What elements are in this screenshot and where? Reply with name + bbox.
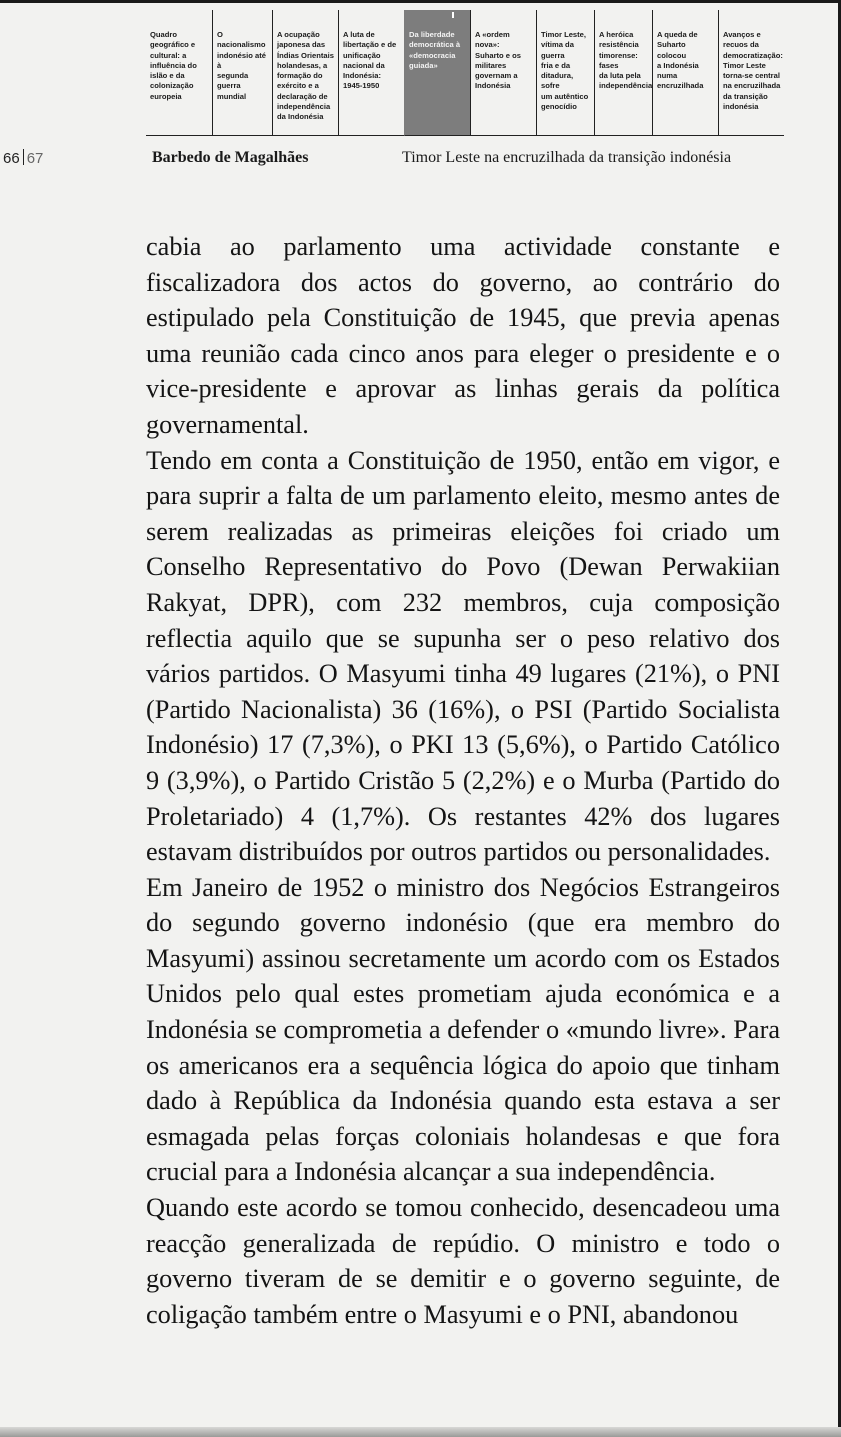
paragraph: cabia ao parlamento uma actividade constante e fiscalizadora dos actos do governo, ao contrário do estipulado pela Constituição de 1945, que previa apenas uma reunião cada cinco anos para eleger o presidente e o vice-presidente e aprovar as linhas gerais da política governamental. (146, 232, 780, 439)
chapter-tab-7[interactable]: Timor Leste, vítima da guerra fria e da ditadura, sofre um autêntico genocídio (536, 10, 594, 136)
paragraph: Em Janeiro de 1952 o ministro dos Negócios Estrangeiros do segundo governo indonésio (que era membro do Masyumi) assinou secretamente um acordo com os Estados Unidos pelo qual estes prometiam ajuda económica e a Indonésia se comprometia a defender o «mundo livre». Para os americanos era a sequência lógica do apoio que tinham dado à República da Indonésia quando esta estava a ser esmagada pelas forças coloniais holandesas e que fora crucial para a Indonésia alcançar a sua independência. (146, 872, 780, 1187)
chapter-tab-4[interactable]: A luta de libertação e de unificação nacional da Indonésia: 1945-1950 (338, 10, 404, 136)
running-header (0, 149, 841, 173)
paragraph: Quando este acordo se tomou conhecido, desencadeou uma reacção generalizada de repúdio. O ministro e todo o governo tiveram de se demitir e o governo seguinte, de coligação também entre o Masyumi e o PNI, abandonou (146, 1193, 780, 1329)
chapter-tab-6[interactable]: A «ordem nova»: Suharto e os militares governam a Indonésia (470, 10, 536, 136)
page-numbers (3, 149, 43, 167)
page-bottom-edge (0, 1427, 841, 1437)
paragraph: Tendo em conta a Constituição de 1950, então em vigor, e para suprir a falta de um parlamento eleito, mesmo antes de serem realizadas as primeiras eleições foi criado um Conselho Representativo do Povo (Dewan Perwakiian Rakyat, DPR), com 232 membros, cuja composição reflectia aquilo que se supunha ser o peso relativo dos vários partidos. O Masyumi tinha 49 lugares (21%), o PNI (Partido Nacionalista) 36 (16%), o PSI (Partido Socialista Indonésio) 17 (7,3%), o PKI 13 (5,6%), o Partido Católico 9 (3,9%), o Partido Cristão 5 (2,2%) e o Murba (Partido do Proletariado) 4 (1,7%). Os restantes 42% dos lugares estavam distribuídos por outros partidos ou personalidades. (146, 445, 780, 867)
chapter-tab-3[interactable]: A ocupação japonesa das Índias Orientais holandesas, a formação do exército e a declaração de independência da Indonésia (272, 10, 338, 136)
page-number-divider (23, 149, 24, 165)
page-top-edge (0, 0, 841, 3)
chapter-tab-9[interactable]: A queda de Suharto colocou a Indonésia numa encruzilhada (652, 10, 718, 136)
header-book-title: Timor Leste na encruzilhada da transição indonésia (402, 149, 732, 166)
body-text (146, 229, 780, 1332)
right-page-number: 67 (26, 150, 44, 167)
chapter-tab-8[interactable]: A heróica resistência timorense: fases da luta pela independência (594, 10, 652, 136)
header-author: Barbedo de Magalhães (152, 149, 309, 166)
chapter-tab-10[interactable]: Avanços e recuos da democratização: Timor Leste torna-se central na encruzilhada da transição indonésia (718, 10, 784, 136)
current-chapter-marker (452, 12, 454, 18)
chapter-navigation-strip (146, 10, 826, 136)
chapter-tab-5-current[interactable]: Da liberdade democrática à «democracia guiada» (404, 10, 470, 136)
chapter-tab-2[interactable]: O nacionalismo indonésio até à segunda guerra mundial (212, 10, 272, 136)
left-page-number: 66 (3, 150, 20, 167)
chapter-tab-1[interactable]: Quadro geográfico e cultural: a influência do islão e da colonização europeia (146, 10, 212, 136)
